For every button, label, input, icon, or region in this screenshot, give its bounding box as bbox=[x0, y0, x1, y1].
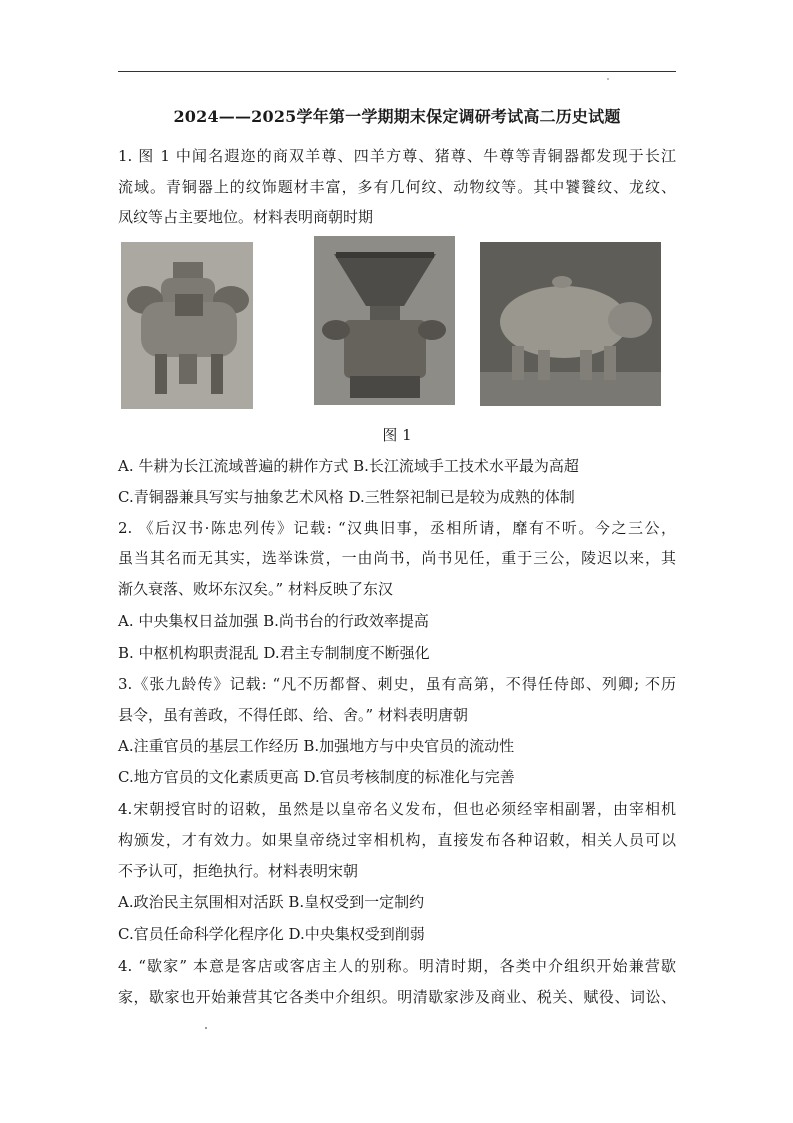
option-line: B. 中枢机构职责混乱 D.君主专制制度不断强化 bbox=[118, 644, 430, 662]
option-line: C.地方官员的文化素质更高 D.官员考核制度的标准化与完善 bbox=[118, 768, 515, 786]
figure-image-double-ram-zun bbox=[121, 242, 253, 409]
option-line: A.政治民主氛围相对活跃 B.皇权受到一定制约 bbox=[118, 893, 425, 911]
text-line: 流域。青铜器上的纹饰题材丰富，多有几何纹、动物纹等。其中饕餮纹、龙纹、 bbox=[118, 178, 676, 196]
figure-caption: 图 1 bbox=[382, 426, 412, 444]
figure-image-four-ram-fangzun bbox=[314, 236, 455, 405]
scan-speck bbox=[607, 78, 609, 80]
page-title: 2024——2025学年第一学期期末保定调研考试高二历史试题 bbox=[173, 107, 621, 126]
option-line: C.官员任命科学化程序化 D.中央集权受到削弱 bbox=[118, 925, 425, 943]
text-line: 1. 图 1 中闻名遐迩的商双羊尊、四羊方尊、猪尊、牛尊等青铜器都发现于长江 bbox=[118, 147, 676, 165]
scan-speck bbox=[205, 1027, 207, 1029]
option-line: A.注重官员的基层工作经历 B.加强地方与中央官员的流动性 bbox=[118, 737, 515, 755]
text-line: 2. 《后汉书·陈忠列传》记载: “汉典旧事，丞相所请，靡有不听。今之三公， bbox=[118, 519, 676, 537]
text-line: 4.宋朝授官时的诏敕，虽然是以皇帝名义发布，但也必须经宰相副署，由宰相机 bbox=[118, 800, 676, 818]
text-line: 4. “歇家” 本意是客店或客店主人的别称。明清时期，各类中介组织开始兼营歇 bbox=[118, 957, 676, 975]
option-line: A. 牛耕为长江流域普遍的耕作方式 B.长江流域手工技术水平最为高超 bbox=[118, 457, 579, 475]
text-line: 凤纹等占主要地位。材料表明商朝时期 bbox=[118, 208, 374, 226]
text-line: 3.《张九龄传》记载: “凡不历都督、刺史，虽有高第，不得任侍郎、列卿; 不历 bbox=[118, 675, 676, 693]
text-line: 不予认可，拒绝执行。材料表明宋朝 bbox=[118, 862, 359, 880]
text-line: 构颁发，才有效力。如果皇帝绕过宰相机构，直接发布各种诏敕，相关人员可以 bbox=[118, 831, 676, 849]
figure-image-ox-zun bbox=[480, 242, 661, 406]
text-line: 渐久衰落、败坏东汉矣。” 材料反映了东汉 bbox=[118, 580, 393, 598]
text-line: 虽当其名而无其实，选举诛赏，一由尚书，尚书见任，重于三公，陵迟以来，其 bbox=[118, 549, 676, 567]
option-line: A. 中央集权日益加强 B.尚书台的行政效率提高 bbox=[118, 612, 429, 630]
text-line: 县令，虽有善政，不得任郎、给、舍。” 材料表明唐朝 bbox=[118, 706, 468, 724]
text-line: 家，歇家也开始兼营其它各类中介组织。明清歇家涉及商业、税关、赋役、词讼、 bbox=[118, 988, 676, 1006]
option-line: C.青铜器兼具写实与抽象艺术风格 D.三牲祭祀制已是较为成熟的体制 bbox=[118, 488, 575, 506]
header-rule bbox=[118, 71, 676, 72]
